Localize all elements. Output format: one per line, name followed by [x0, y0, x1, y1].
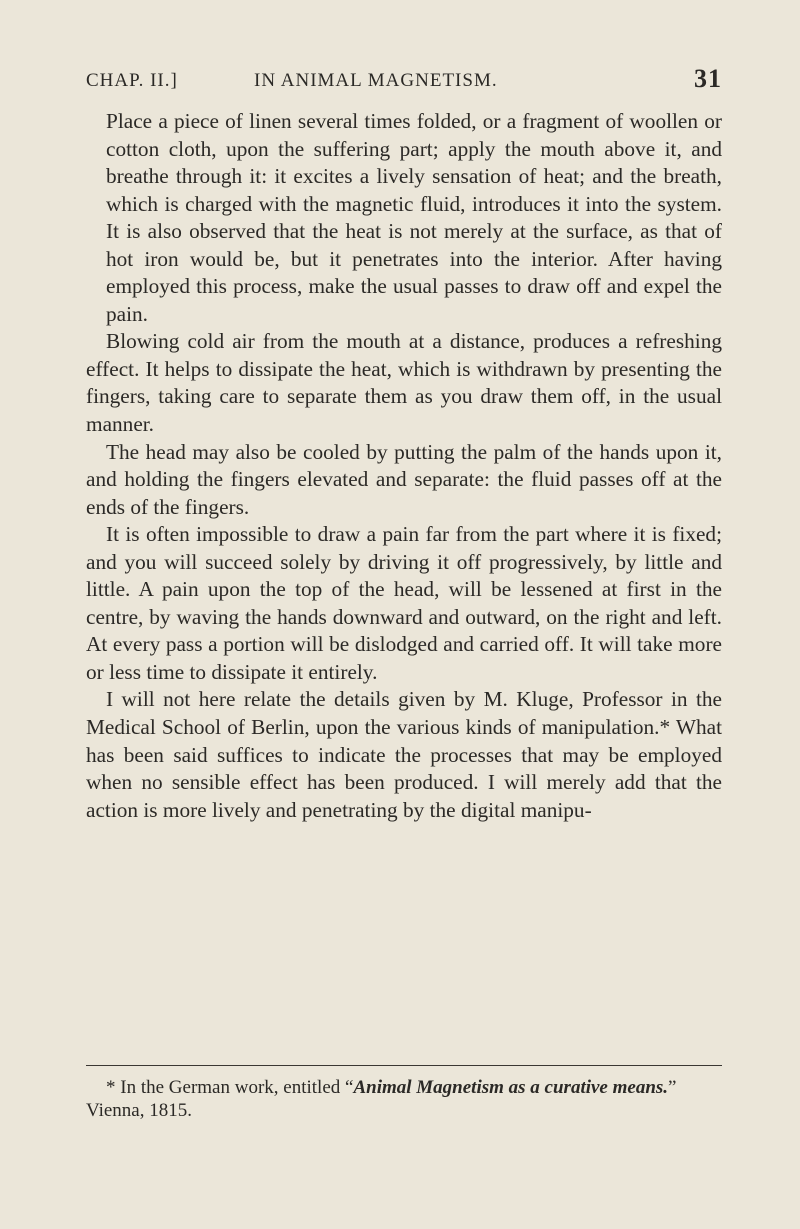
paragraph-5: I will not here relate the details given by M. Kluge, Professor in the Medical School of Berlin, upon the various kinds of manipulation.* What has been said suffices to indicate the processes that may be employed when no sensible effect has been produced. I will merely add that the action is more lively and penetrating by the digital manipu- — [86, 687, 722, 822]
paragraph-1: Place a piece of linen several times folded, or a fragment of woollen or cotton cloth, upon the suffering part; apply the mouth above it, and breathe through it: it excites a lively sensation of heat; and the breath, which is charged with the magnetic fluid, introduces it into the system. It is also observed that the heat is not merely at the surface, as that of hot iron would be, but it penetrates into the interior. After having employed this process, make the usual passes to draw off and expel the pain. — [106, 109, 722, 326]
paragraph-4: It is often impossible to draw a pain far from the part where it is fixed; and you will succeed solely by driving it off progressively, by little and little. A pain upon the top of the head, will be lessened at first in the centre, by waving the hands downward and outward, on the right and left. At every pass a portion will be dislodged and carried off. It will take more or less time to dissipate it entirely. — [86, 522, 722, 684]
footnote-prefix: * In the German work, entitled “ — [106, 1077, 354, 1098]
footnote-title: Animal Magnetism as a curative means. — [353, 1077, 669, 1098]
body-text — [86, 108, 722, 824]
running-header — [86, 64, 722, 100]
footnote-suffix: ” Vienna, 1815. — [86, 1077, 677, 1121]
footnote — [86, 1076, 722, 1122]
running-title: IN ANIMAL MAGNETISM. — [254, 70, 498, 91]
paragraph-2: Blowing cold air from the mouth at a distance, produces a refreshing effect. It helps to dissipate the heat, which is withdrawn by presenting the fingers, taking care to separate them as you draw them off, in the usual manner. — [86, 329, 722, 437]
page-number: 31 — [694, 64, 722, 93]
footnote-rule — [86, 1065, 722, 1066]
chapter-label: CHAP. II.] — [86, 70, 178, 91]
paragraph-3: The head may also be cooled by putting the palm of the hands upon it, and holding the fingers elevated and separate: the fluid passes off at the ends of the fingers. — [86, 439, 722, 519]
